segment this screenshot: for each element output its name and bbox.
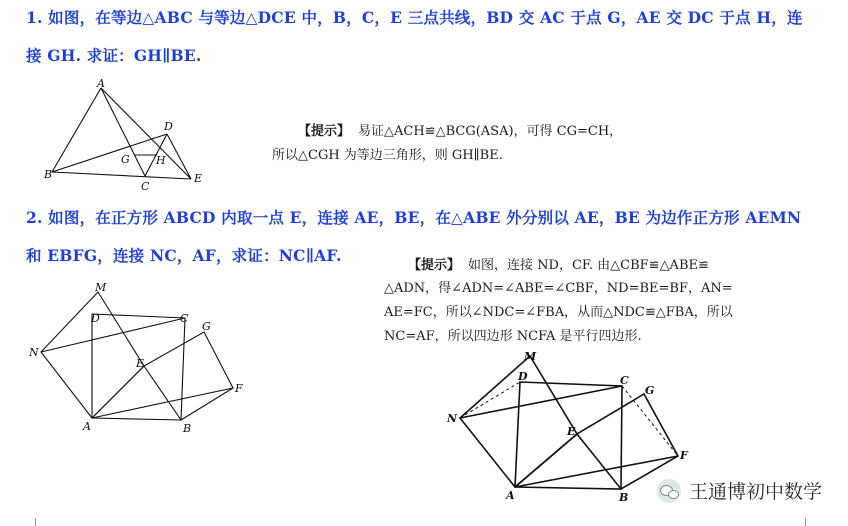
label-C: C: [620, 374, 629, 387]
hint-text: 如图，连接 ND，CF. 由△CBF≌△ABE≌: [468, 258, 709, 273]
label-C: C: [180, 312, 189, 325]
label-F: F: [235, 382, 243, 395]
label-D: D: [91, 312, 100, 325]
label-G: G: [121, 153, 130, 166]
label-A: A: [97, 78, 105, 90]
problem2-figure-left: [24, 280, 264, 440]
problem1-figure: [40, 78, 215, 193]
label-M: M: [524, 350, 537, 363]
hint-text: 易证△ACH≌△BCG(ASA)，可得 CG=CH，: [358, 124, 623, 139]
label-B: B: [183, 422, 192, 435]
label-B: B: [44, 168, 53, 181]
segment-AF: [515, 456, 678, 487]
label-A: A: [506, 489, 515, 502]
segment-AE: [92, 366, 144, 418]
problem2-hint-line1: [408, 254, 709, 273]
label-F: F: [680, 449, 688, 462]
watermark: [657, 477, 822, 504]
segment-AE: [101, 88, 191, 179]
label-N: N: [29, 346, 39, 359]
label-D: D: [164, 120, 173, 133]
problem2-hint-line4: NC=AF，所以四边形 NCFA 是平行四边形.: [384, 329, 642, 344]
problem2-hint-line2: △ADN，得∠ADN=∠ABE=∠CBF，ND=BE=BF，AN=: [384, 281, 733, 296]
watermark-text: 王通博初中数学: [688, 481, 822, 503]
problem1-hint-line2: 所以△CGH 为等边三角形，则 GH∥BE.: [272, 148, 503, 163]
wechat-icon: [657, 479, 681, 503]
label-M: M: [95, 281, 107, 294]
problem2-hint-line3: AE=FC，所以∠NDC=∠FBA，从而△NDC≌△FBA，所以: [384, 305, 733, 320]
page-corner-mark-left: [27, 518, 36, 526]
problem1-statement-line2: 接 GH. 求证：GH∥BE.: [26, 46, 202, 65]
segment-DE: [167, 134, 191, 179]
label-E: E: [567, 425, 576, 438]
square-EBFG: [144, 332, 233, 420]
label-G: G: [645, 384, 655, 397]
hint-tag: 【提示】: [298, 124, 351, 139]
label-H: H: [156, 154, 166, 167]
segment-NC: [460, 386, 622, 418]
problem1-statement-line1: 1. 如图，在等边△ABC 与等边△DCE 中，B，C，E 三点共线，BD 交 AC 于点 G，AE 交 DC 于点 H，连: [26, 8, 803, 27]
label-G: G: [202, 320, 211, 333]
label-D: D: [518, 370, 528, 383]
problem2-statement-line1: 2. 如图，在正方形 ABCD 内取一点 E，连接 AE，BE，在△ABE 外分别以 AE，BE 为边作正方形 AEMN: [26, 208, 802, 227]
segment-BE: [52, 172, 191, 179]
segment-AB: [52, 88, 101, 172]
label-N: N: [447, 412, 458, 425]
square-EBFG: [577, 394, 678, 489]
label-E: E: [194, 172, 203, 185]
label-A: A: [83, 420, 91, 433]
problem2-statement-line2: 和 EBFG，连接 NC，AF，求证：NC∥AF.: [26, 246, 342, 265]
segment-NC: [41, 318, 185, 352]
problem1-hint-line1: [298, 120, 622, 139]
label-C: C: [141, 180, 150, 193]
label-E: E: [136, 357, 145, 370]
label-B: B: [619, 491, 629, 504]
page-corner-mark-right: [805, 518, 814, 526]
hint-tag: 【提示】: [408, 258, 461, 273]
segment-AE: [515, 434, 577, 487]
